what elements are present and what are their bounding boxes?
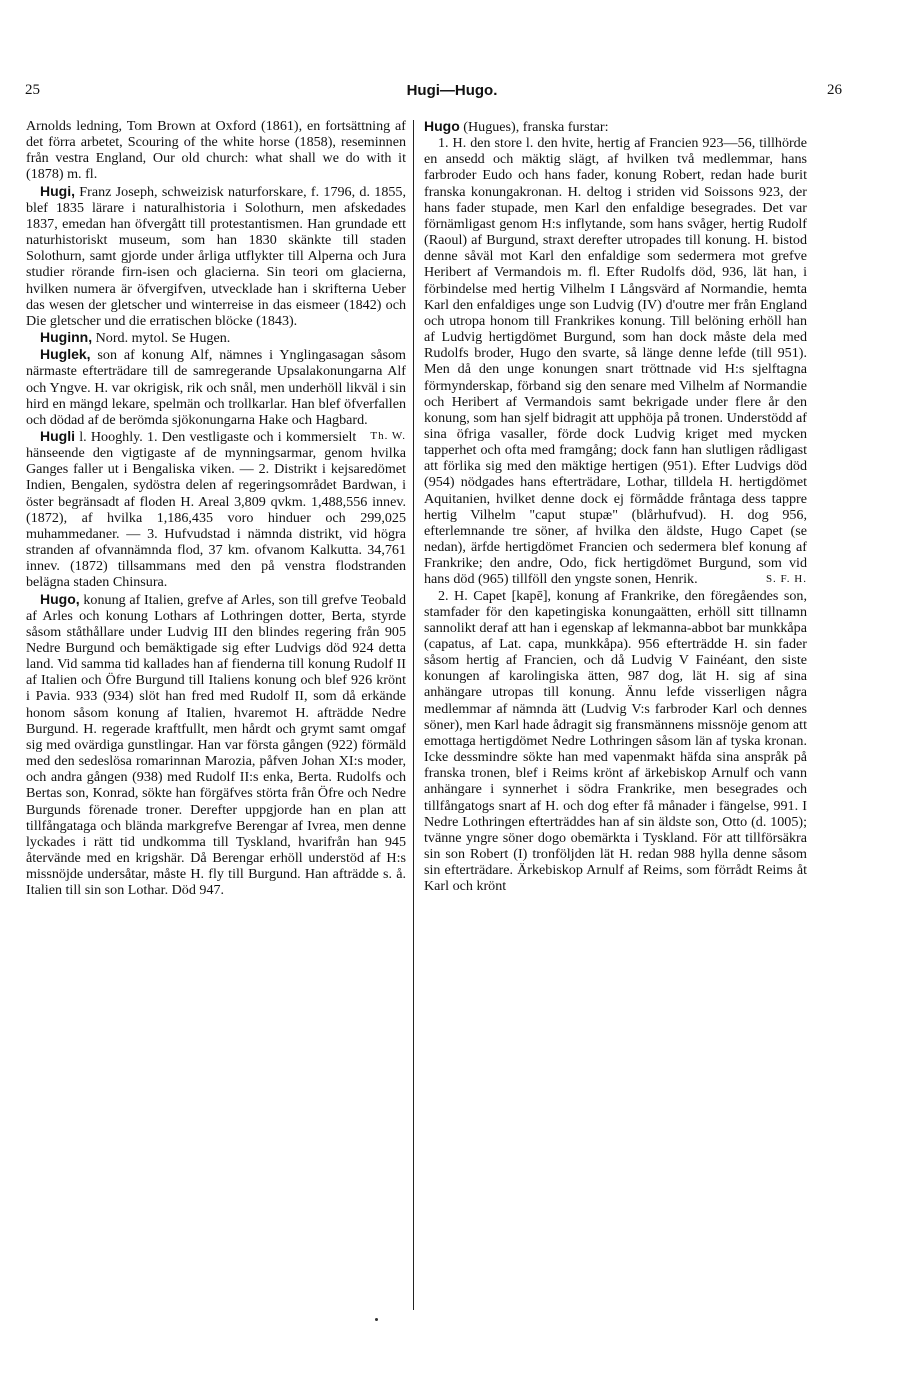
right-column: [424, 118, 807, 895]
column-divider: [413, 120, 414, 1310]
entry-continuation: [26, 118, 406, 183]
headword: Hugli: [40, 427, 75, 444]
left-page-number: 25: [25, 82, 40, 98]
entry-text: konung af Italien, grefve af Arles, son till grefve Teobald af Arles och konung Lothars af Lothringen dotter, Berta, styrde såsom ståthållare under Ludvig III den blindes regering från 905 Nedre Burgund och bemäktigade sig efter Ludvigs död 924 detta land. Vid samma tid kallades han af fienderna till konung Rudolf II af Italien och Öfre Burgund till Italiens konung och blef 926 krönt i Pavia. 933 (934) slöt han fred med Rudolf II, som då erkände honom såsom konung af Italien, hvaremot H. afträdde Nedre Burgund. H. regerade kraftfullt, men hårdt och grymt samt omgaf sig med ovärdiga gunstlingar. Han var första gången (922) förmäld med den sedeslösa romarinnan Marozia, påfven Johan XI:s moder, och andra gången (938) med Rudolf II:s enka, Berta. Rudolfs och Bertas son, Konrad, sökte han förgäfves störta från Öfre och Nedre Burgunds förenade troner. Derefter uppgjorde han en plan att tillfångataga och blända markgrefve Berengar af Ivrea, men denne lyckades i rätt tid undkomma till Tyskland, hvarifrån han 945 återvände med en krigshär. Då Berengar erhöll understöd af H:s missnöjde undersåtar, måste H. fly till Burgund. Han afträdde s. å. Italien till sin son Lothar. Död 947.: [26, 591, 406, 899]
entry-hugo-den-store: [424, 135, 807, 587]
entry-text: 1. H. den store l. den hvite, hertig af Francien 923—56, tillhörde en ansedd och mäktig slägt, af hvilken två medlemmar, hans farbroder Eudo och hans fader, konung Robert, redan hade burit franska konungakronan. H. deltog i striden vid Soissons 923, der hans fader stupade, men Karl den enfaldige besegrades. Det var förnämligast genom H:s inflytande, som hans svåger, hertig Rudolf (Raoul) af Burgund, straxt derefter utropades till konung. H. bistod denne såväl mot Karl den enfaldige som sedermera mot grefve Heribert af Vermandois m. fl. Efter Rudolfs död, 936, lät han, i förbindelse med hertig Vilhelm I Långsvärd af Normandie, hemta Karl den enfaldiges unge son Ludvig (IV) d'outre mer från England och utropa honom till Frankrikes konung. Till belöning erhöll han af Ludvig hertigdömet Burgund, som han dock måste dela med Rudolfs broder, Hugo den svarte, så länge denne lefde (till 951). Men då den unge konungen snart tröttnade vid H:s sjelftagna förmynderskap, förband sig den senare med Vilhelm af Normandie och Heribert af Vermandois samt bekrigade under flere år den konung, som han sjelf bidragit att upphöja på tronen. Understödd af sina öfriga vasaller, förde dock Ludvig kriget med mycken tapperhet och ofta med framgång; dock fann han slutligen rådligast att förlika sig med den mäktige hertigen (951). Efter Ludvigs död (954) nödgades hans efterträdare, Lothar, tilldela H. hertigdömet Aquitanien, hvilket denne dock ej förmådde fråntaga dess tappre hertig Vilhelm "caput stupæ" (blårhufvud). H. dog 956, efterlemnande tre söner, af hvilka den äldste, Hugo Capet (se nedan), ärfde hertigdömet Francien och sedermera blef konung af Frankrike; den andre, Odo, fick hertigdömet Burgund, som vid hans död (965) tillföll den yngste sonen, Henrik.: [424, 135, 807, 588]
page-header: [0, 82, 904, 106]
print-speck: [375, 1318, 378, 1321]
headword: Huglek,: [40, 346, 91, 363]
running-title: Hugi—Hugo.: [406, 82, 498, 99]
entry-hugo-italien: [26, 591, 406, 899]
author-signature: S. F. H.: [765, 573, 807, 586]
right-page-number: 26: [827, 82, 842, 98]
entry-text: (Hugues), franska furstar:: [459, 119, 609, 135]
entry-text: 2. H. Capet [kapē], konung af Frankrike, den föregåendes son, stamfader för den kapetingiska konungaätten, erhöll sitt tillnamn sannolikt deraf att han i egenskap af lekmanna-abbot bar munkkåpa (capatus, af Lat. capa, munkkåpa). 956 efterträdde H. sin fader såsom hertig af Francien, och då Ludvig V Fainéant, den siste konungen af karolingiska ätten, 987 dog, lät H. sig af sina anhängare utropas till konung. Ännu lefde visserligen några medlemmar af nämnda ätt (Ludvig V:s farbroder Karl och dennes söner), men Karl hade ådragit sig fransmännens missnöje genom att emottaga hertigdömet Nedre Lothringen såsom län af tyska kronan. Icke dessmindre sökte han med vapenmakt häfda sina anspråk på franska tronen, blef i Reims krönt af ärkebiskop Arnulf och vann anhängare i synnerhet i södra Frankrike, men besegrades och tillfångatogs snart af H. och dog efter få månader i fängelse, 991. I Nedre Lothringen efterträddes han af sin äldste son, Otto (d. 1005); tvänne yngre söner dogo obemärkta i Tyskland. För att tillförsäkra sin son Robert (I) tronföljden lät H. redan 988 hylla denne såsom sin efterträdare. Ärkebiskop Arnulf af Reims, som förrådt Reims åt Karl och krönt: [424, 587, 807, 895]
headword: Huginn,: [40, 329, 93, 346]
author-signature: Th. W.: [370, 429, 406, 442]
entry-hugo-franska: [424, 118, 807, 135]
entry-hugo-capet: [424, 588, 807, 895]
entry-text: Franz Joseph, schweizisk naturforskare, f. 1796, d. 1855, blef 1835 lärare i naturalhistoria i Solothurn, men afskedades 1837, emedan han öfvergått till protestantismen. Han grundade ett naturhistoriskt museum, som han 1830 skänkte till staden Solothurn, samt gjorde under årliga utflykter till Alperna och Jura studier rörande firn-isen och glacierna. Sin teori om glacierna, hvilken numera är öfvergifven, utvecklade han i skrifterna Ueber das wesen der gletscher und winterreise in das eismeer (1842) och Die gletscher und die erratischen blöcke (1843).: [26, 183, 406, 329]
entry-hugli: [26, 428, 406, 591]
headword: Hugo: [424, 118, 460, 134]
entry-hugi: [26, 183, 406, 329]
left-column: [26, 118, 406, 899]
headword: Hugo,: [40, 590, 80, 607]
headword: Hugi,: [40, 182, 75, 199]
entry-text: Nord. mytol. Se Hugen.: [92, 330, 231, 347]
entry-huginn: [26, 329, 406, 346]
entry-text: Arnolds ledning, Tom Brown at Oxford (1861), en fortsättning af det förra arbetet, Scouring of the white horse (1858), reseminnen från vestra England, Our old church: what shall we do with it (1878) m. fl.: [26, 118, 406, 183]
entry-text: son af konung Alf, nämnes i Ynglingasagan såsom närmaste efterträdare till de samregerande Upsalakonungarna Alf och Yngve. H. var okrigisk, rik och snål, men underhöll likväl i sin hird en mängd lekare, spelmän och trollkarlar. Han blef öfverfallen och dödad af de berömda sjökonungarna Hake och Hagbard.: [26, 347, 406, 428]
entry-text: l. Hooghly. 1. Den vestligaste och i kommersielt hänseende den vigtigaste af de mynningsarmar, genom hvilka Ganges faller ut i Bengaliska viken. — 2. Distrikt i kejsaredömet Indien, Bengalen, sydöstra delen af regeringsområdet Bardwan, i öster begränsadt af floden H. Areal 3,809 qvkm. 1,488,556 innev. (1872), af hvilka 1,186,435 voro hinduer och 299,025 muhammedaner. — 3. Hufvudstad i nämnda distrikt, vid högra stranden af ofvannämnda flod, 37 km. ofvanom Kalkutta. 34,761 innev. (1872) tillsammans med den på venstra flodstranden belägna staden Chinsura.: [26, 428, 406, 591]
